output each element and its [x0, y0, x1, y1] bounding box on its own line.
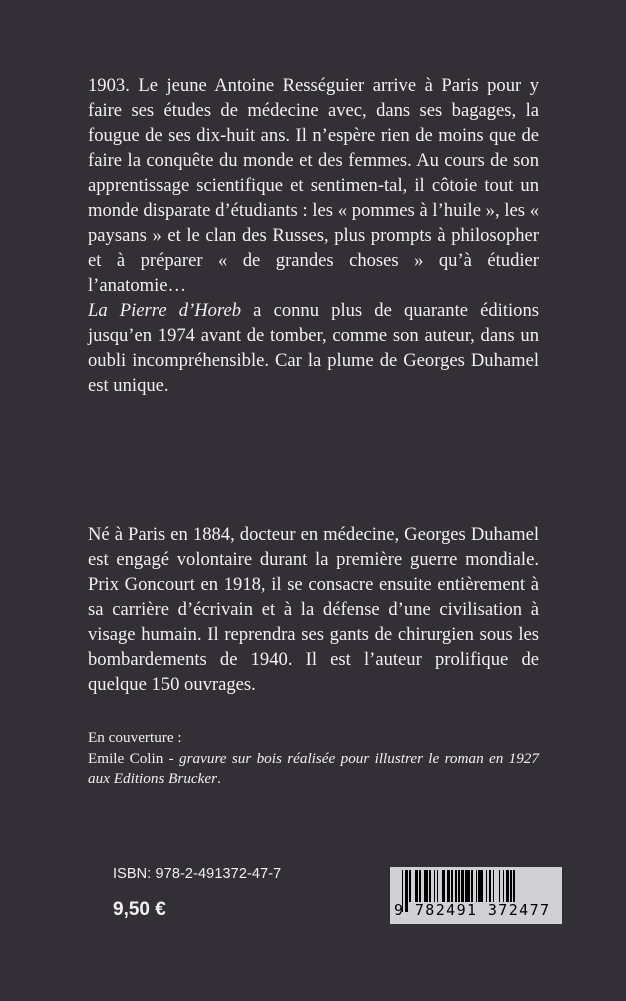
author-bio: Né à Paris en 1884, docteur en médecine, Georges Duhamel est engagé volontaire durant la première guerre mondiale. Prix Goncourt en 1918, il se consacre ensuite entièrement à sa carrière d’écrivain et à la défense d’une civilisation à visage humain. Il reprendra ses gants de chirurgien sous les bombardements de 1940. Il est l’auteur prolifique de quelque 150 ouvrages. [88, 524, 539, 695]
credits-separator: - [163, 749, 180, 767]
isbn: ISBN: 978-2-491372-47-7 [113, 866, 282, 882]
credits-artist: Emile Colin [88, 749, 164, 767]
synopsis-paragraph-2-text: a connu plus de quarante éditions jusqu’en 1974 avant de tomber, comme son auteur, dans un oubli incompréhensible. Car la plume de Georges Duhamel est unique. [88, 300, 540, 396]
credits-line [88, 749, 539, 790]
credits-end: . [217, 770, 221, 787]
credits-description: gravure sur bois réalisée pour illustrer le roman en 1927 aux Editions Brucker [88, 749, 539, 787]
barcode [390, 867, 562, 924]
barcode-digits: 9 782491 372477 [394, 901, 551, 919]
credits-label: En couverture : [88, 729, 182, 746]
price: 9,50 € [113, 899, 166, 920]
synopsis-paragraph-2 [88, 298, 539, 398]
cover-credits [88, 728, 539, 790]
book-title: La Pierre d’Horeb [88, 300, 242, 321]
synopsis [88, 73, 539, 398]
synopsis-paragraph-1: 1903. Le jeune Antoine Rességuier arrive à Paris pour y faire ses études de médecine avec, dans ses bagages, la fougue de ses dix-huit ans. Il n’espère rien de moins que de faire la conquête du monde et des femmes. Au cours de son apprentissage scientifique et sentimen-tal, il côtoie tout un monde disparate d’étudiants : les « pommes à l’huile », les « paysans » et le clan des Russes, plus prompts à philosopher et à préparer « de grandes choses » qu’à étudier l’anatomie… [88, 75, 539, 296]
